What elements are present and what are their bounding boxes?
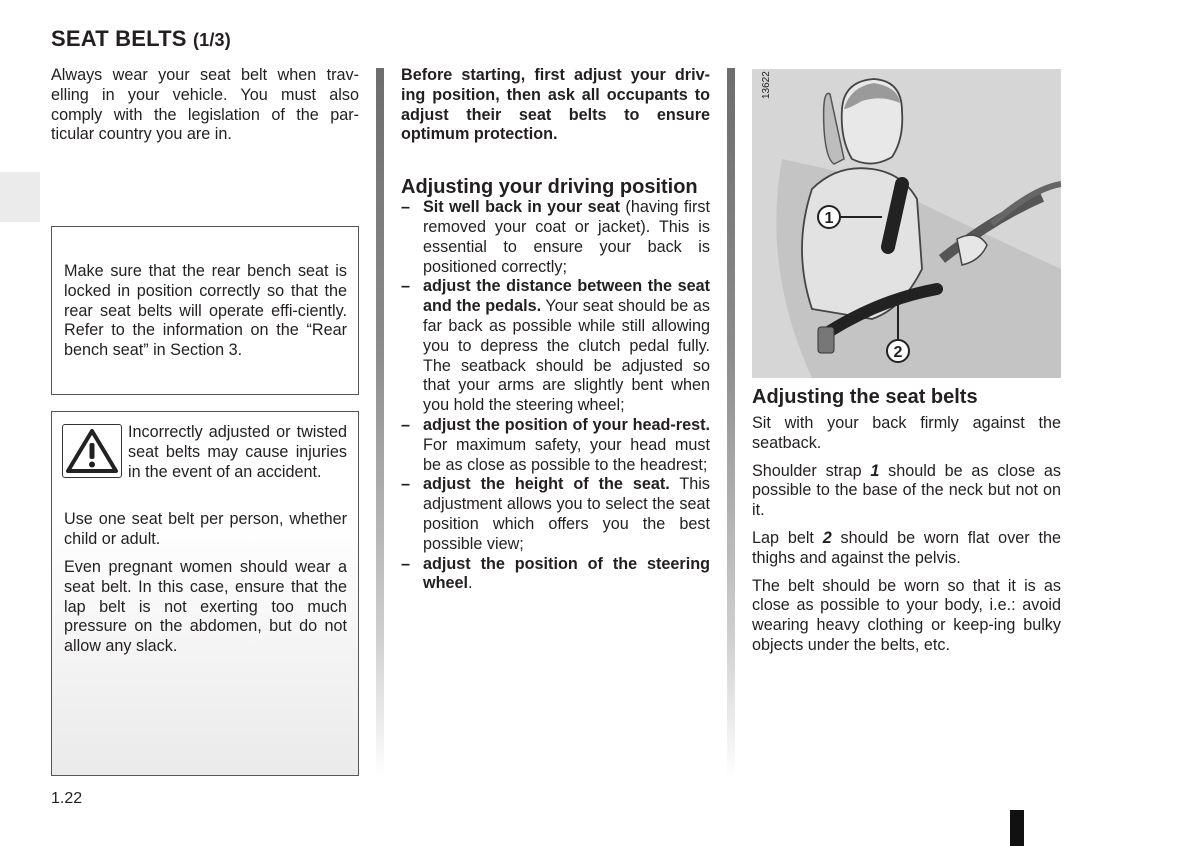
seat-belts-heading: Adjusting the seat belts <box>752 386 978 408</box>
list-item: – adjust the position of your head-rest. For maximum safety, your head must be as close as possible to the headrest; <box>401 415 710 474</box>
list-item: – adjust the height of the seat. This adjustment allows you to select the seat position which offers you the best possible view; <box>401 475 710 553</box>
seat-belt-illustration <box>752 69 1061 378</box>
list-item: – Sit well back in your seat (having first removed your coat or jacket). This is essential to ensure your back is positioned correctly; <box>401 198 710 276</box>
warning-triangle-icon <box>62 424 122 478</box>
callout-2: 2 <box>893 344 903 361</box>
column-divider-1 <box>376 68 384 778</box>
intro-paragraph: Always wear your seat belt when trav-elling in your vehicle. You must also comply with the legislation of the par-ticular country you are in. <box>51 66 359 144</box>
belt-paragraph-3: Lap belt 2 should be worn flat over the thighs and against the pelvis. <box>752 528 1061 567</box>
callout-1: 1 <box>824 210 834 227</box>
belt-paragraph-2: Shoulder strap 1 should be as close as possible to the base of the neck but not on it. <box>752 461 1061 520</box>
info-box-text: Make sure that the rear bench seat is locked in position correctly so that the rear seat belts will operate effi-ciently. Refer to the information on the “Rear bench seat” in Section 3. <box>64 262 347 360</box>
middle-column <box>401 66 710 594</box>
belt-paragraph-4: The belt should be worn so that it is as close as possible to your body, i.e.: avoid wearing heavy clothing or keep-ing bulky objects under the belts, etc. <box>752 576 1061 654</box>
warning-box <box>51 411 359 776</box>
page-title <box>51 26 231 52</box>
warning-text-2: Use one seat belt per person, whether child or adult. <box>64 510 347 548</box>
driving-position-heading: Adjusting your driving position <box>401 176 698 199</box>
list-item: – adjust the position of the steering wheel. <box>401 554 710 593</box>
belt-paragraph-1: Sit with your back firmly against the seatback. <box>752 414 1061 452</box>
driving-steps-list <box>401 198 710 594</box>
info-box <box>51 226 359 395</box>
section-tab <box>0 172 40 222</box>
figure-code: 13622 <box>761 71 772 99</box>
warning-text-1: Incorrectly adjusted or twisted seat belts may cause injuries in the event of an accident. <box>128 423 347 481</box>
driving-intro: Before starting, first adjust your driv-ing position, then ask all occupants to adjust their seat belts to ensure optimum protection. <box>401 66 710 144</box>
column-divider-2 <box>727 68 735 778</box>
title-suffix: (1/3) <box>192 30 231 50</box>
left-column <box>51 66 359 145</box>
right-column <box>752 385 1061 656</box>
warning-text-3: Even pregnant women should wear a seat belt. In this case, ensure that the lap belt is not exerting too much pressure on the abdomen, but do not allow any slack. <box>64 558 347 656</box>
page-number: 1.22 <box>51 790 83 807</box>
list-item: – adjust the distance between the seat and the pedals. Your seat should be as far back as possible while still allowing you to depress the clutch pedal fully. The seatback should be adjusted so that your arms are slightly bent when you hold the steering wheel; <box>401 277 710 415</box>
title-main: SEAT BELTS <box>51 26 187 51</box>
edge-marker <box>1010 810 1024 846</box>
